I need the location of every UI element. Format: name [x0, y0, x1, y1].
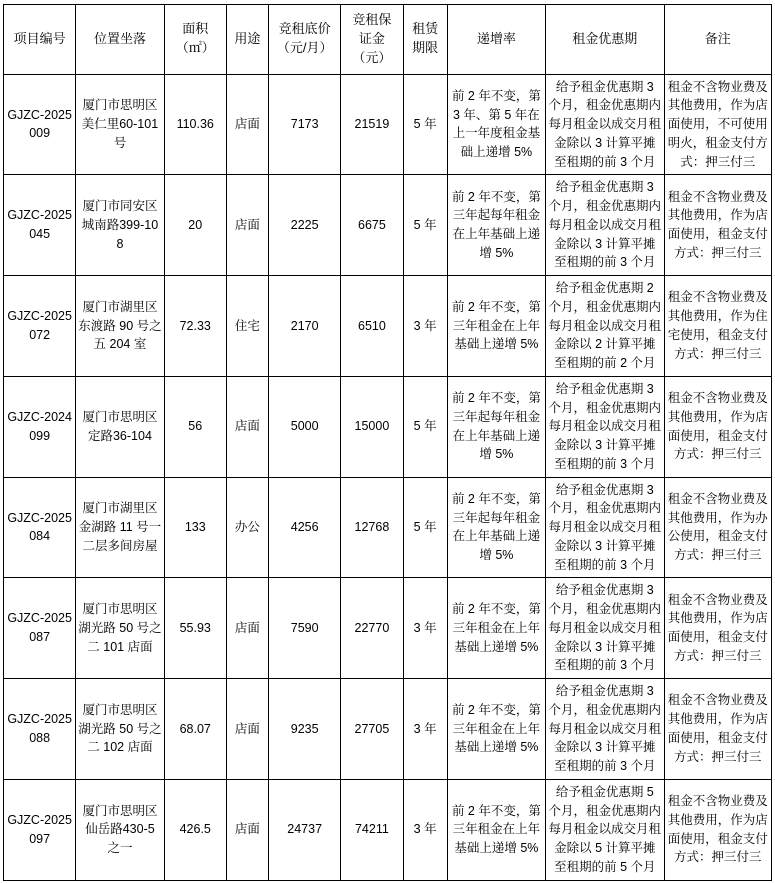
column-header-location — [76, 5, 164, 75]
cell-deposit: 27705 — [341, 679, 403, 780]
cell-price: 2170 — [269, 276, 341, 377]
cell-project-code: GJZC-2025072 — [4, 276, 76, 377]
cell-increase-rate: 前 2 年不变，第三年起每年租金在上年基础上递增 5% — [447, 376, 545, 477]
column-header-price-unit: （元/月） — [276, 40, 333, 56]
column-header-remark-line1: 备注 — [704, 30, 731, 46]
cell-free-period: 给予租金优惠期 5 个月，租金优惠期内每月租金以成交月租金除以 5 计算平摊至租期的前 5 个月 — [546, 779, 664, 880]
cell-increase-rate: 前 2 年不变，第三年租金在上年基础上递增 5% — [447, 679, 545, 780]
cell-project-code: GJZC-2024099 — [4, 376, 76, 477]
cell-remark: 租金不含物业费及其他费用，作为店面使用，租金支付方式：押三付三 — [664, 779, 771, 880]
cell-use: 店面 — [226, 578, 268, 679]
column-header-free-period-line1: 租金优惠期 — [572, 30, 638, 46]
table-body — [4, 74, 772, 880]
cell-free-period: 给予租金优惠期 2 个月，租金优惠期内每月租金以成交月租金除以 2 计算平摊至租期的前 2 个月 — [546, 276, 664, 377]
cell-deposit: 21519 — [341, 74, 403, 175]
column-header-increase-rate-line1: 递增率 — [476, 30, 516, 46]
column-header-location-line1: 位置坐落 — [93, 30, 146, 46]
cell-term: 5 年 — [403, 376, 447, 477]
table-row — [4, 578, 772, 679]
cell-location: 厦门市思明区湖光路 50 号之二 102 店面 — [76, 679, 164, 780]
cell-location: 厦门市湖里区金湖路 11 号一二层多间房屋 — [76, 477, 164, 578]
column-header-project-code — [4, 5, 76, 75]
column-header-free-period — [546, 5, 664, 75]
cell-term: 5 年 — [403, 477, 447, 578]
column-header-term-line1: 租赁 — [412, 21, 439, 37]
column-header-remark — [664, 5, 771, 75]
cell-remark: 租金不含物业费及其他费用，作为店面使用，租金支付方式：押三付三 — [664, 376, 771, 477]
column-header-area-unit: （㎡） — [175, 40, 215, 56]
cell-location: 厦门市思明区定路36-104 — [76, 376, 164, 477]
cell-term: 5 年 — [403, 74, 447, 175]
cell-price: 24737 — [269, 779, 341, 880]
cell-free-period: 给予租金优惠期 3 个月，租金优惠期内每月租金以成交月租金除以 3 计算平摊至租期的前 3 个月 — [546, 74, 664, 175]
cell-price: 2225 — [269, 175, 341, 276]
column-header-term — [403, 5, 447, 75]
cell-use: 店面 — [226, 376, 268, 477]
cell-location: 厦门市思明区仙岳路430-5 之一 — [76, 779, 164, 880]
cell-location: 厦门市思明区美仁里60-101号 — [76, 74, 164, 175]
cell-location: 厦门市同安区城南路399-108 — [76, 175, 164, 276]
cell-increase-rate: 前 2 年不变，第 3 年、第 5 年在上一年度租金基础上递增 5% — [447, 74, 545, 175]
cell-use: 店面 — [226, 74, 268, 175]
cell-use: 店面 — [226, 175, 268, 276]
cell-free-period: 给予租金优惠期 3 个月，租金优惠期内每月租金以成交月租金除以 3 计算平摊至租期的前 3 个月 — [546, 578, 664, 679]
cell-use: 店面 — [226, 679, 268, 780]
column-header-term-line2: 期限 — [412, 40, 439, 56]
cell-use: 店面 — [226, 779, 268, 880]
column-header-use — [226, 5, 268, 75]
cell-remark: 租金不含物业费及其他费用，作为住宅使用，租金支付方式：押三付三 — [664, 276, 771, 377]
cell-area: 426.5 — [164, 779, 226, 880]
cell-project-code: GJZC-2025084 — [4, 477, 76, 578]
cell-area: 56 — [164, 376, 226, 477]
cell-area: 110.36 — [164, 74, 226, 175]
cell-use: 住宅 — [226, 276, 268, 377]
cell-area: 133 — [164, 477, 226, 578]
table-row — [4, 477, 772, 578]
column-header-project-code-line1: 项目编号 — [13, 30, 66, 46]
cell-area: 72.33 — [164, 276, 226, 377]
cell-deposit: 12768 — [341, 477, 403, 578]
cell-price: 5000 — [269, 376, 341, 477]
cell-price: 7173 — [269, 74, 341, 175]
column-header-area-line1: 面积 — [182, 21, 209, 37]
cell-increase-rate: 前 2 年不变，第三年起每年租金在上年基础上递增 5% — [447, 175, 545, 276]
cell-project-code: GJZC-2025088 — [4, 679, 76, 780]
column-header-deposit-line2: 证金 — [358, 30, 385, 46]
cell-free-period: 给予租金优惠期 3 个月，租金优惠期内每月租金以成交月租金除以 3 计算平摊至租期的前 3 个月 — [546, 175, 664, 276]
cell-increase-rate: 前 2 年不变，第三年起每年租金在上年基础上递增 5% — [447, 477, 545, 578]
cell-term: 5 年 — [403, 175, 447, 276]
table-header — [4, 5, 772, 75]
property-listing-table — [3, 4, 772, 881]
cell-term: 3 年 — [403, 779, 447, 880]
cell-deposit: 6510 — [341, 276, 403, 377]
cell-area: 20 — [164, 175, 226, 276]
cell-price: 9235 — [269, 679, 341, 780]
table-row — [4, 679, 772, 780]
cell-price: 7590 — [269, 578, 341, 679]
table-row — [4, 779, 772, 880]
cell-project-code: GJZC-2025097 — [4, 779, 76, 880]
cell-deposit: 6675 — [341, 175, 403, 276]
cell-increase-rate: 前 2 年不变，第三年租金在上年基础上递增 5% — [447, 779, 545, 880]
cell-free-period: 给予租金优惠期 3 个月，租金优惠期内每月租金以成交月租金除以 3 计算平摊至租期的前 3 个月 — [546, 679, 664, 780]
column-header-deposit-line1: 竞租保 — [352, 12, 392, 27]
cell-area: 55.93 — [164, 578, 226, 679]
column-header-use-line1: 用途 — [234, 30, 261, 46]
cell-deposit: 22770 — [341, 578, 403, 679]
table-header-row — [4, 5, 772, 75]
cell-term: 3 年 — [403, 578, 447, 679]
cell-deposit: 15000 — [341, 376, 403, 477]
cell-location: 厦门市湖里区东渡路 90 号之五 204 室 — [76, 276, 164, 377]
table-row — [4, 376, 772, 477]
cell-free-period: 给予租金优惠期 3 个月，租金优惠期内每月租金以成交月租金除以 3 计算平摊至租期的前 3 个月 — [546, 376, 664, 477]
column-header-deposit — [341, 5, 403, 75]
cell-project-code: GJZC-2025045 — [4, 175, 76, 276]
cell-price: 4256 — [269, 477, 341, 578]
cell-project-code: GJZC-2025087 — [4, 578, 76, 679]
table-row — [4, 74, 772, 175]
cell-remark: 租金不含物业费及其他费用，作为办公使用，租金支付方式：押三付三 — [664, 477, 771, 578]
cell-use: 办公 — [226, 477, 268, 578]
cell-free-period: 给予租金优惠期 3 个月，租金优惠期内每月租金以成交月租金除以 3 计算平摊至租期的前 3 个月 — [546, 477, 664, 578]
column-header-price-line1: 竞租底价 — [278, 21, 331, 37]
cell-remark: 租金不含物业费及其他费用，作为店面使用，租金支付方式：押三付三 — [664, 679, 771, 780]
cell-remark: 租金不含物业费及其他费用，作为店面使用，租金支付方式：押三付三 — [664, 175, 771, 276]
cell-deposit: 74211 — [341, 779, 403, 880]
cell-project-code: GJZC-2025009 — [4, 74, 76, 175]
column-header-deposit-unit: （元） — [352, 49, 392, 65]
column-header-increase-rate — [447, 5, 545, 75]
cell-term: 3 年 — [403, 276, 447, 377]
cell-term: 3 年 — [403, 679, 447, 780]
cell-increase-rate: 前 2 年不变，第三年租金在上年基础上递增 5% — [447, 578, 545, 679]
cell-remark: 租金不含物业费及其他费用，作为店面使用，不可使用明火，租金支付方式：押三付三 — [664, 74, 771, 175]
column-header-price — [269, 5, 341, 75]
cell-area: 68.07 — [164, 679, 226, 780]
cell-increase-rate: 前 2 年不变，第三年租金在上年基础上递增 5% — [447, 276, 545, 377]
table-row — [4, 276, 772, 377]
table-row — [4, 175, 772, 276]
cell-remark: 租金不含物业费及其他费用，作为店面使用，租金支付方式：押三付三 — [664, 578, 771, 679]
column-header-area — [164, 5, 226, 75]
cell-location: 厦门市思明区湖光路 50 号之二 101 店面 — [76, 578, 164, 679]
